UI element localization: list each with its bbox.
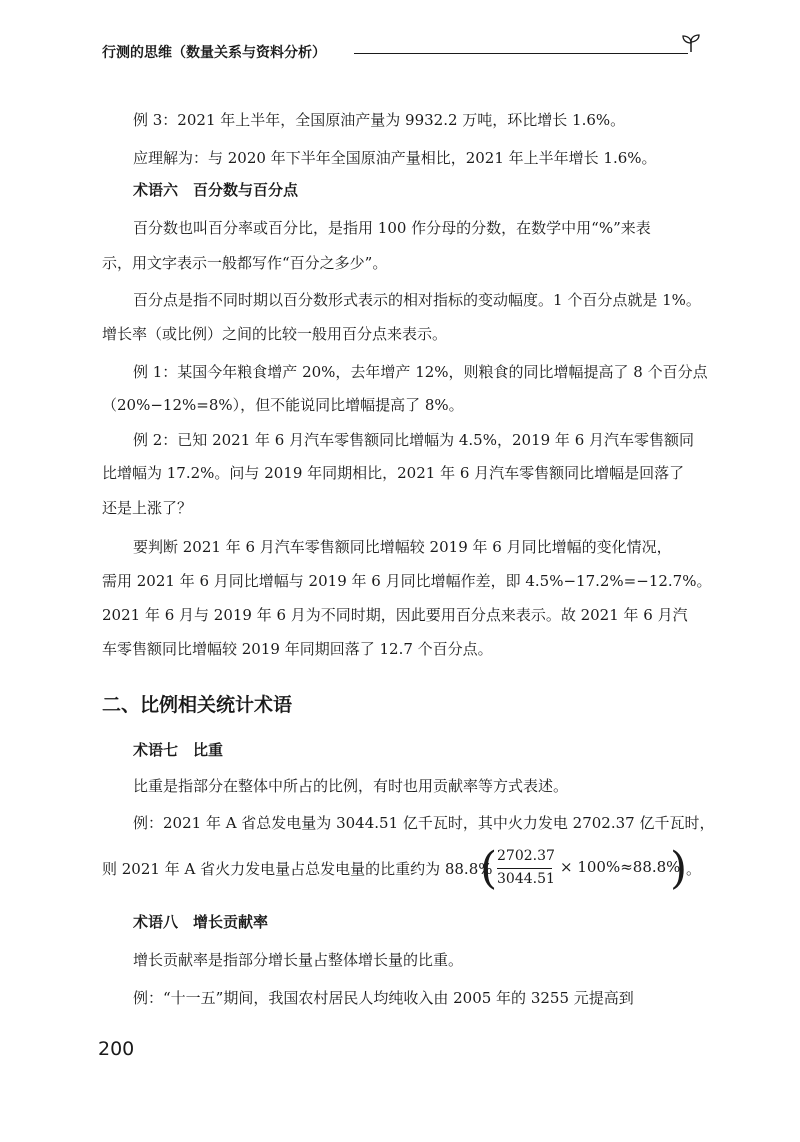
paragraph-line: 增长率（或比例）之间的比较一般用百分点来表示。 bbox=[102, 325, 448, 343]
explanation: 应理解为：与 2020 年下半年全国原油产量相比，2021 年上半年增长 1.6%。 bbox=[133, 149, 657, 167]
paragraph-line: 例 1：某国今年粮食增产 20%，去年增产 12%，则粮食的同比增幅提高了 8 个百分点 bbox=[133, 363, 708, 381]
right-paren: ) bbox=[670, 843, 688, 894]
term-7-heading: 术语七 比重 bbox=[133, 741, 224, 759]
left-paren: ( bbox=[480, 843, 498, 894]
paragraph-line: 还是上涨了？ bbox=[102, 499, 193, 517]
paragraph-line: 例 2：已知 2021 年 6 月汽车零售额同比增幅为 4.5%，2019 年 6 月汽车零售额同 bbox=[133, 431, 695, 449]
term-6-heading: 术语六 百分数与百分点 bbox=[133, 181, 299, 199]
formula-end: 。 bbox=[686, 860, 702, 878]
paragraph-line: 2021 年 6 月与 2019 年 6 月为不同时期，因此要用百分点来表示。故 2021 年 6 月汽 bbox=[102, 606, 688, 624]
paragraph-line: 比重是指部分在整体中所占的比例，有时也用贡献率等方式表述。 bbox=[133, 777, 569, 795]
sprout-icon bbox=[680, 32, 702, 54]
paragraph-line: 百分点是指不同时期以百分数形式表示的相对指标的变动幅度。1 个百分点就是 1%。 bbox=[133, 291, 701, 309]
header-title: 行测的思维（数量关系与资料分析） bbox=[102, 45, 326, 61]
paragraph-line: 例：2021 年 A 省总发电量为 3044.51 亿千瓦时，其中火力发电 2702.37 亿千瓦时， bbox=[133, 814, 715, 832]
running-header bbox=[102, 40, 702, 64]
term-8-heading: 术语八 增长贡献率 bbox=[133, 913, 269, 931]
paragraph-line: 例：“十一五”期间，我国农村居民人均纯收入由 2005 年的 3255 元提高到 bbox=[133, 989, 634, 1007]
fraction-numerator: 2702.37 bbox=[497, 848, 552, 869]
paragraph-line: 百分数也叫百分率或百分比，是指用 100 作分母的分数，在数学中用“%”来表 bbox=[133, 219, 651, 237]
paragraph-line: 需用 2021 年 6 月同比增幅与 2019 年 6 月同比增幅作差，即 4.5%−17.2%=−12.7%。 bbox=[102, 572, 712, 590]
paragraph-line: 比增幅为 17.2%。问与 2019 年同期相比，2021 年 6 月汽车零售额同比增幅是回落了 bbox=[102, 464, 685, 482]
section-heading: 二、比例相关统计术语 bbox=[102, 694, 293, 716]
paragraph-line: 要判断 2021 年 6 月汽车零售额同比增幅较 2019 年 6 月同比增幅的变化情况， bbox=[133, 538, 672, 556]
paragraph-line: 车零售额同比增幅较 2019 年同期回落了 12.7 个百分点。 bbox=[102, 640, 493, 658]
paragraph-line: （20%−12%=8%），但不能说同比增幅提高了 8%。 bbox=[102, 396, 464, 414]
paragraph-line: 增长贡献率是指部分增长量占整体增长量的比重。 bbox=[133, 951, 464, 969]
example-3: 例 3：2021 年上半年，全国原油产量为 9932.2 万吨，环比增长 1.6%。 bbox=[133, 111, 626, 129]
page-number: 200 bbox=[98, 1038, 135, 1060]
fraction bbox=[497, 848, 555, 891]
paragraph-line: 示，用文字表示一般都写作“百分之多少”。 bbox=[102, 254, 388, 272]
header-rule bbox=[354, 53, 688, 54]
fraction-denominator: 3044.51 bbox=[497, 871, 555, 887]
formula-result: × 100%≈88.8% bbox=[560, 858, 681, 876]
formula-line bbox=[102, 843, 702, 894]
formula-lead-text: 则 2021 年 A 省火力发电量占总发电量的比重约为 88.8% bbox=[102, 860, 493, 878]
